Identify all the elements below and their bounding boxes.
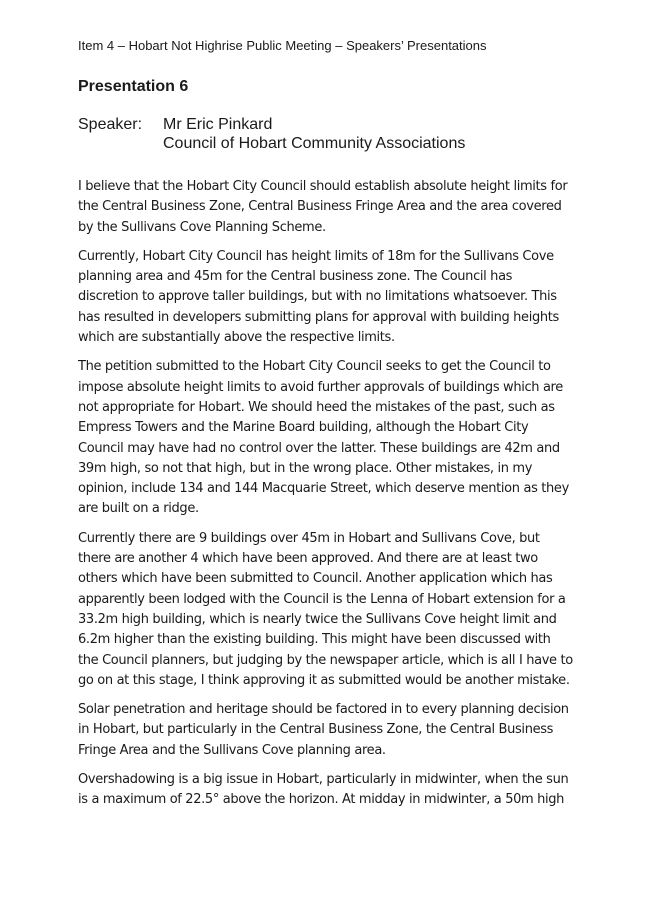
body-text bbox=[78, 177, 574, 820]
body-paragraph: Overshadowing is a big issue in Hobart, particularly in midwinter, when the sun is a maximum of 22.5° above the horizon. At midday in midwinter, a 50m high bbox=[78, 772, 569, 808]
running-header: Item 4 – Hobart Not Highrise Public Meeting – Speakers’ Presentations bbox=[78, 38, 487, 53]
speaker-name: Mr Eric Pinkard bbox=[163, 116, 273, 133]
speaker-label: Speaker: bbox=[78, 116, 143, 133]
body-paragraph: Currently, Hobart City Council has height limits of 18m for the Sullivans Cove planning area and 45m for the Central business zone. The Council has discretion to approve taller buildings, but with no limitations whatsoever. This has resulted in developers submitting plans for approval with building heights which are substantially above the respective limits. bbox=[78, 248, 559, 346]
body-paragraph: Solar penetration and heritage should be factored in to every planning decision in Hobart, but particularly in the Central Business Zone, the Central Business Fringe Area and the Sullivans Cove planning area. bbox=[78, 702, 569, 758]
body-paragraph: The petition submitted to the Hobart City Council seeks to get the Council to impose absolute height limits to avoid further approvals of buildings which are not appropriate for Hobart. We should heed the mistakes of the past, such as Empress Towers and the Marine Board building, although the Hobart City Council may have had no control over the latter. These buildings are 42m and 39m high, so not that high, but in the wrong place. Other mistakes, in my opinion, include 134 and 144 Macquarie Street, which deserve mention as they are built on a ridge. bbox=[78, 359, 569, 517]
body-paragraph: I believe that the Hobart City Council should establish absolute height limits for the Central Business Zone, Central Business Fringe Area and the area covered by the Sullivans Cove Planning Scheme. bbox=[78, 179, 568, 235]
speaker-organisation: Council of Hobart Community Associations bbox=[163, 135, 466, 152]
presentation-heading: Presentation 6 bbox=[78, 78, 189, 95]
body-paragraph: Currently there are 9 buildings over 45m in Hobart and Sullivans Cove, but there are another 4 which have been approved. And there are at least two others which have been submitted to Council. Another application which has apparently been lodged with the Council is the Lenna of Hobart extension for a 33.2m high building, which is nearly twice the Sullivans Cove height limit and 6.2m higher than the existing building. This might have been discussed with the Council planners, but judging by the newspaper article, which is all I have to go on at this stage, I think approving it as submitted would be another mistake. bbox=[78, 530, 573, 688]
